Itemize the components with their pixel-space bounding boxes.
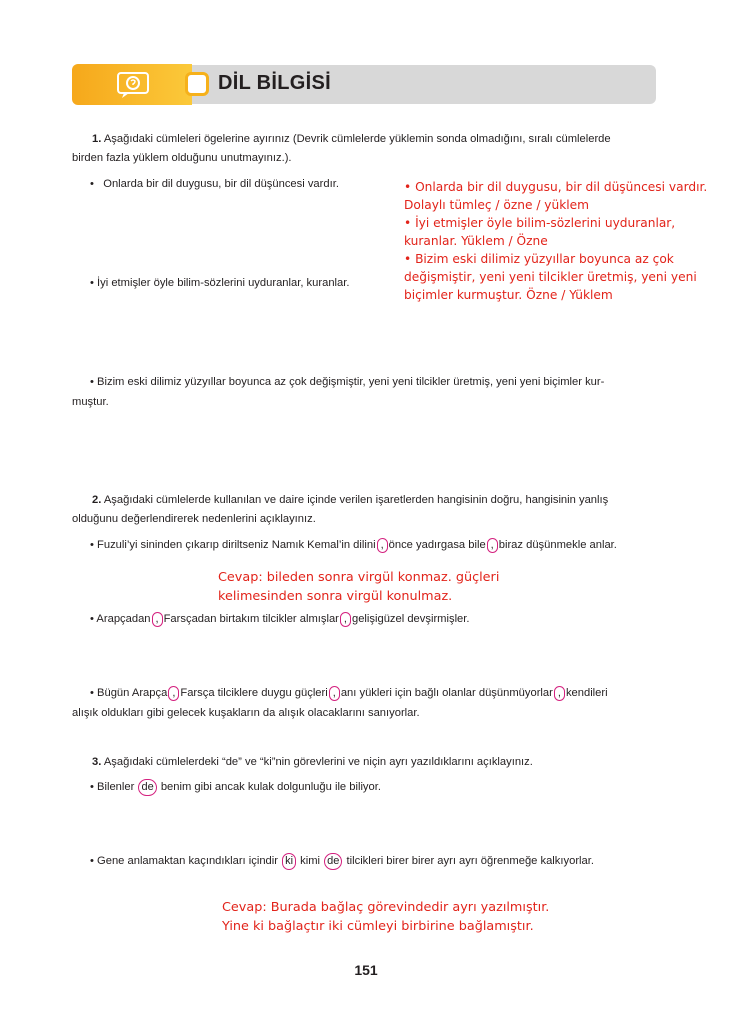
sentence-part: benim gibi ancak kulak dolgunluğu ile biliyor. xyxy=(160,781,381,793)
answer-line: Cevap: bileden sonra virgül konmaz. güçleri xyxy=(218,570,500,585)
sentence-part: • Fuzuli’yi sininden çıkarıp diriltseniz Namık Kemal’in dilini xyxy=(90,539,376,551)
q3-prompt xyxy=(92,752,533,772)
circled-comma: , xyxy=(487,538,498,553)
q1-item-3: • Bizim eski dilimiz yüzyıllar boyunca az çok değişmiştir, yeni yeni tilcikler üretmiş, yeni yeni biçimler kur- xyxy=(90,376,605,388)
header-checkbox-icon xyxy=(185,72,209,96)
answer-line: Yine ki bağlaçtır iki cümleyi birbirine bağlamıştır. xyxy=(222,919,534,934)
q1-item-1 xyxy=(90,174,339,194)
sentence-part: anı yükleri için bağlı olanlar düşünmüyorlar xyxy=(340,687,553,699)
q2-prompt-line1 xyxy=(92,490,608,510)
q3-sentence-2 xyxy=(90,851,594,871)
circled-comma: , xyxy=(377,538,388,553)
q1-item-1-text: Onlarda bir dil duygusu, bir dil düşüncesi vardır. xyxy=(103,178,339,190)
circled-word-de: de xyxy=(138,779,156,796)
sentence-part: tilcikleri birer birer ayrı ayrı öğrenmeğe kalkıyorlar. xyxy=(346,855,594,867)
q1-answer xyxy=(404,178,724,304)
q2-sentence-1 xyxy=(90,535,617,555)
answer-line: • Onlarda bir dil duygusu, bir dil düşüncesi vardır. xyxy=(404,180,708,194)
circled-comma: , xyxy=(340,612,351,627)
sentence-part: • Gene anlamaktan kaçındıkları içindir xyxy=(90,855,278,867)
circled-comma: , xyxy=(168,686,179,701)
q2-prompt-text: Aşağıdaki cümlelerde kullanılan ve daire içinde verilen işaretlerden hangisinin doğru, hangisinin yanlış xyxy=(103,494,609,506)
sentence-part: • Bilenler xyxy=(90,781,135,793)
section-header xyxy=(72,64,656,106)
bullet: • xyxy=(90,178,94,190)
circled-comma: , xyxy=(554,686,565,701)
circled-word-de: de xyxy=(324,853,342,870)
answer-line: • İyi etmişler öyle bilim-sözlerini uyduranlar, xyxy=(404,216,676,230)
q2-sentence-3-cont: alışık oldukları gibi gelecek kuşakların da alışık olacaklarını sanıyorlar. xyxy=(72,707,420,719)
q3-prompt-text: Aşağıdaki cümlelerdeki “de” ve “ki”nin görevlerini ve niçin ayrı yazıldıklarını açıklayınız. xyxy=(103,756,533,768)
sentence-part: • Bügün Arapça xyxy=(90,687,168,699)
circled-word-ki: ki xyxy=(282,853,296,870)
q1-prompt-line2: birden fazla yüklem olduğunu unutmayınız.). xyxy=(72,152,292,164)
q3-sentence-1 xyxy=(90,777,381,797)
q2-sentence-3 xyxy=(90,683,608,703)
answer-line: Cevap: Burada bağlaç görevindedir ayrı yazılmıştır. xyxy=(222,900,550,915)
q1-prompt-text: Aşağıdaki cümleleri ögelerine ayırınız (Devrik cümlelerde yüklemin sonda olmadığını, sıralı cümlelerde xyxy=(103,133,611,145)
answer-line: kelimesinden sonra virgül konulmaz. xyxy=(218,589,453,604)
sentence-part: kendileri xyxy=(565,687,608,699)
q2-sentence-2 xyxy=(90,609,470,629)
answer-line: değişmiştir, yeni yeni tilcikler üretmiş, yeni yeni xyxy=(404,270,697,284)
sentence-part: Farsça tilciklere duygu güçleri xyxy=(180,687,328,699)
sentence-part: • Arapçadan xyxy=(90,613,151,625)
q2-answer xyxy=(218,568,499,606)
q3-answer xyxy=(222,898,549,936)
q3-number: 3. xyxy=(92,756,102,768)
answer-line: biçimler kurmuştur. Özne / Yüklem xyxy=(404,288,613,302)
circled-comma: , xyxy=(329,686,340,701)
answer-line: Dolaylı tümleç / özne / yüklem xyxy=(404,198,590,212)
q2-prompt-line2: olduğunu değerlendirerek nedenlerini açıklayınız. xyxy=(72,513,316,525)
q2-number: 2. xyxy=(92,494,102,506)
sentence-part: Farsçadan birtakım tilcikler almışlar xyxy=(163,613,339,625)
q1-item-2: • İyi etmişler öyle bilim-sözlerini uyduranlar, kuranlar. xyxy=(90,277,350,289)
q1-prompt-line1 xyxy=(92,129,611,149)
sentence-part: gelişigüzel devşirmişler. xyxy=(351,613,470,625)
sentence-part: kimi xyxy=(300,855,321,867)
sentence-part: biraz düşünmekle anlar. xyxy=(498,539,617,551)
chat-icon xyxy=(114,71,154,104)
answer-line: • Bizim eski dilimiz yüzyıllar boyunca az çok xyxy=(404,252,674,266)
page-title: DİL BİLGİSİ xyxy=(218,72,331,94)
sentence-part: önce yadırgasa bile xyxy=(388,539,486,551)
q1-item-3-cont: muştur. xyxy=(72,396,109,408)
answer-line: kuranlar. Yüklem / Özne xyxy=(404,234,548,248)
q1-number: 1. xyxy=(92,133,102,145)
circled-comma: , xyxy=(152,612,163,627)
page-number: 151 xyxy=(354,962,378,978)
